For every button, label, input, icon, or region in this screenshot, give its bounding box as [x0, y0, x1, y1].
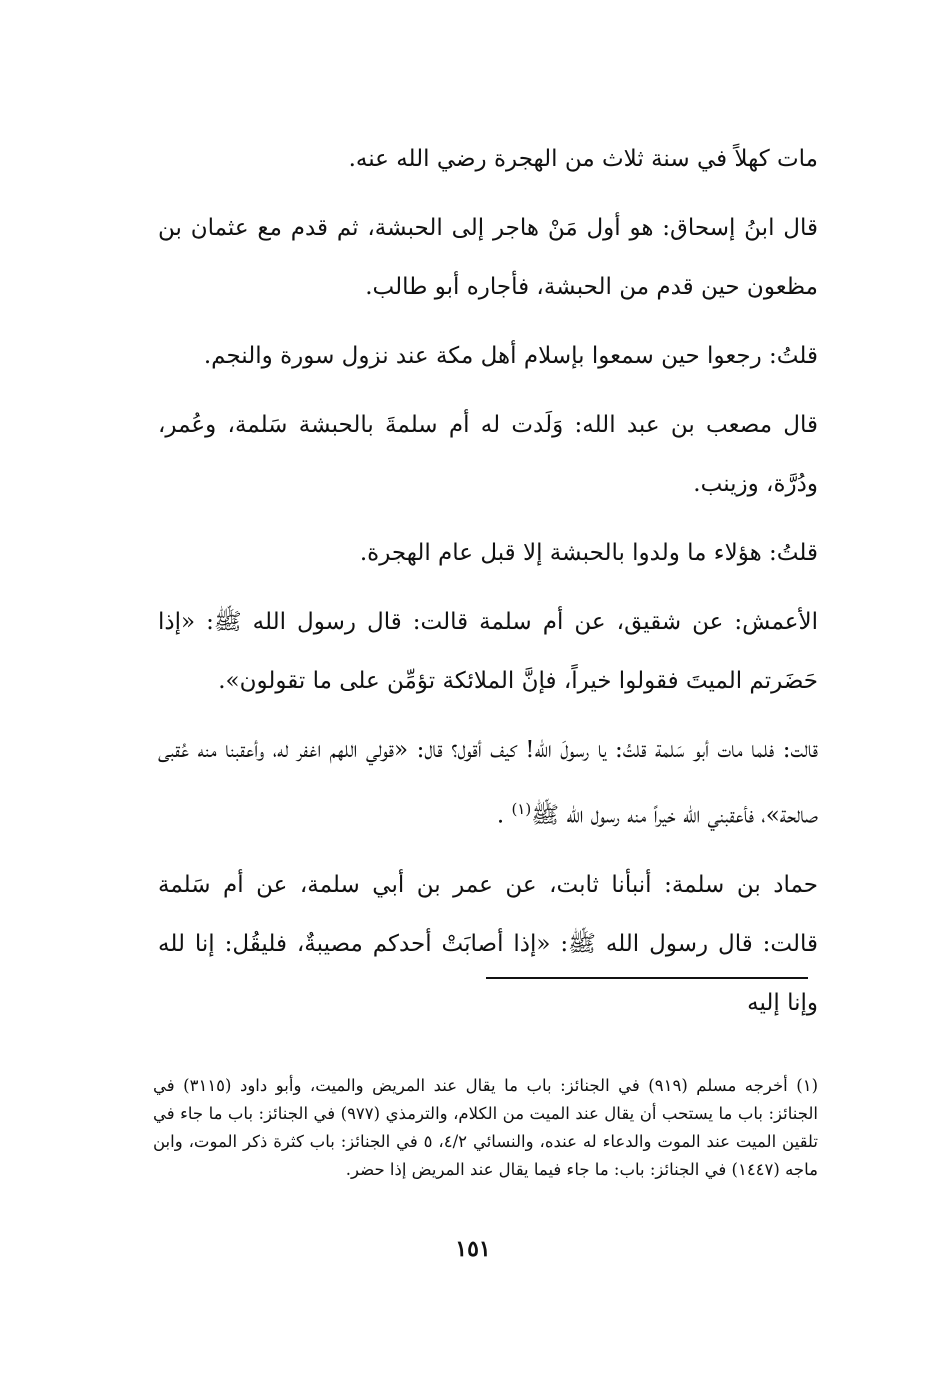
- main-text: [158, 130, 818, 1043]
- paragraph-7-tail: .: [496, 802, 505, 829]
- page-number: ١٥١: [455, 1236, 491, 1262]
- paragraph-7: [158, 721, 818, 846]
- footnote-reference[interactable]: (١): [511, 800, 532, 818]
- footnote-divider: [486, 977, 808, 979]
- paragraph-7-text: قالت: فلما مات أبو سَلمة قلتُ: يا رسولَ الله! كيف أقول؟ قال: «قولي اللهم اغفر له، وأعقبنا منه عُقبى صالحة»، فأعقبني الله خيراً منه رسول الله ﷺ: [158, 737, 818, 829]
- footnote-1: (١) أخرجه مسلم (٩١٩) في الجنائز: باب ما يقال عند المريض والميت، وأبو داود (٣١١٥) في الجنائز: باب ما يستحب أن يقال عند الميت من الكلام، والترمذي (٩٧٧) في الجنائز: باب ما جاء في تلقين الميت عند الموت والدعاء له عنده، والنسائي ٤/٢، ٥ في الجنائز: باب كثرة ذكر الموت، وابن ماجه (١٤٤٧) في الجنائز: باب: ما جاء فيما يقال عند المريض إذا حضر.: [153, 1076, 818, 1179]
- footnotes: [153, 1072, 818, 1184]
- paragraph-1: مات كهلاً في سنة ثلاث من الهجرة رضي الله عنه.: [348, 146, 818, 172]
- paragraph-4: قال مصعب بن عبد الله: وَلَدت له أم سلمةَ بالحبشة سَلمة، وعُمر، ودُرَّة، وزينب.: [158, 412, 818, 497]
- paragraph-2: قال ابنُ إسحاق: هو أول مَنْ هاجر إلى الحبشة، ثم قدم مع عثمان بن مظعون حين قدم من الحبشة، فأجاره أبو طالب.: [158, 215, 818, 300]
- paragraph-6: الأعمش: عن شقيق، عن أم سلمة قالت: قال رسول الله ﷺ: «إذا حَضَرتم الميتَ فقولوا خيراً، فإنَّ الملائكة تؤمِّن على ما تقولون».: [158, 609, 818, 694]
- paragraph-8: حماد بن سلمة: أنبأنا ثابت، عن عمر بن أبي سلمة، عن أم سَلمة قالت: قال رسول الله ﷺ: «إذا أصابَتْ أحدكم مصيبةٌ، فليقُل: إنا لله وإنا إليه: [158, 871, 818, 1016]
- paragraph-5: قلتُ: هؤلاء ما ولدوا بالحبشة إلا قبل عام الهجرة.: [359, 540, 818, 566]
- paragraph-3: قلتُ: رجعوا حين سمعوا بإسلام أهل مكة عند نزول سورة والنجم.: [203, 343, 818, 369]
